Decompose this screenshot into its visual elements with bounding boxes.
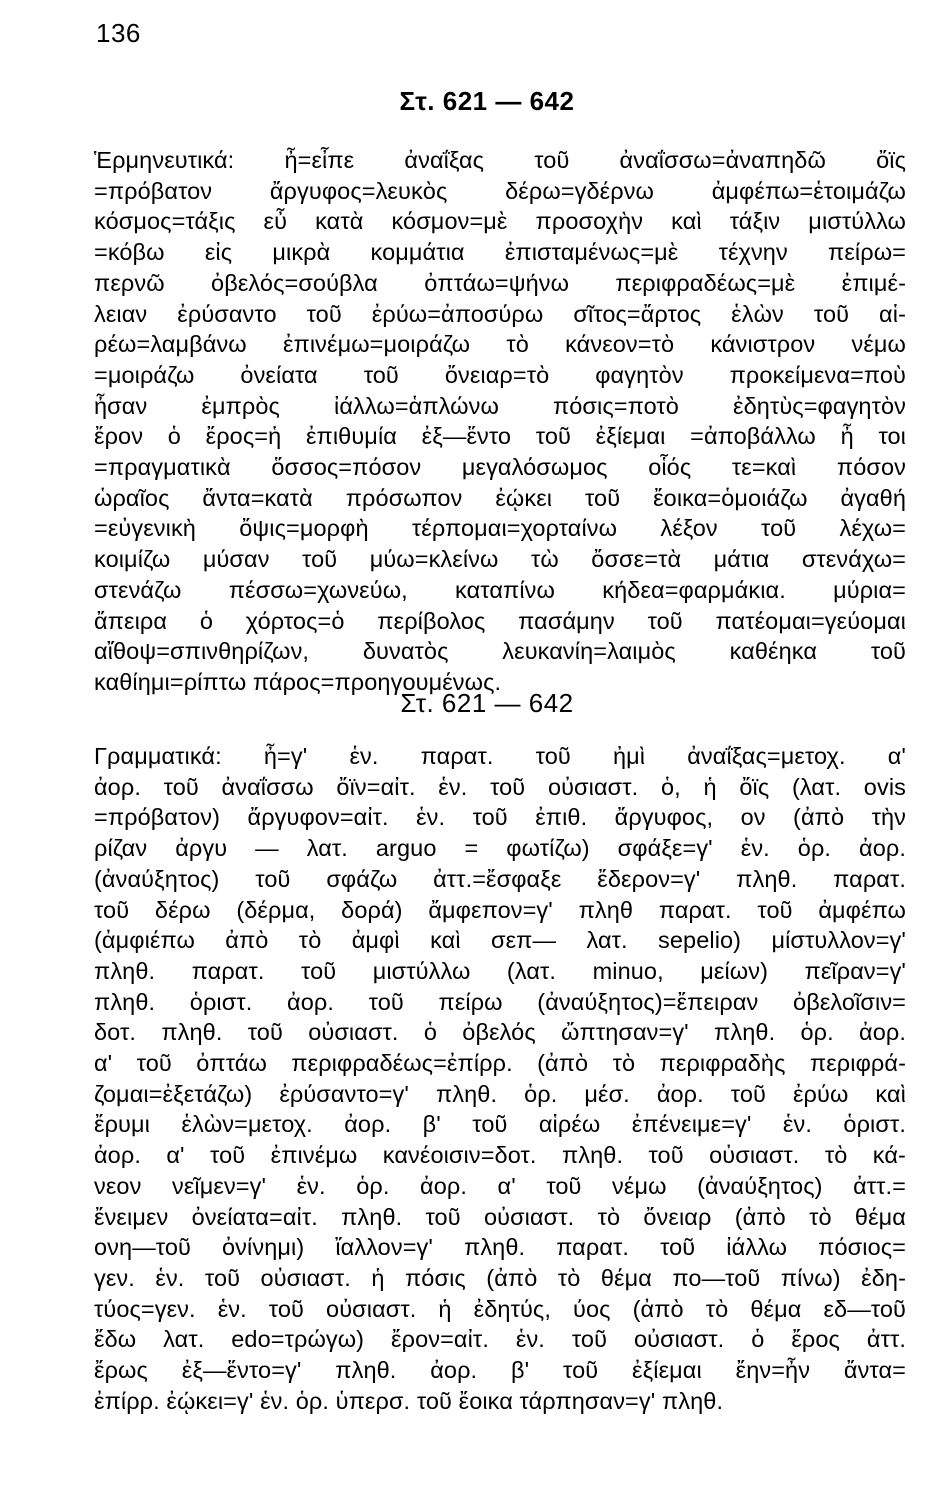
interpretive-notes-line: =πραγματικὰ ὅσσος=πόσον μεγαλόσωμος οἷός τε=καὶ πόσον [94, 454, 906, 481]
interpretive-notes-line: αἴθοψ=σπινθηρίζων, δυνατὸς λευκανίη=λαιμὸς καθέηκα τοῦ [94, 638, 906, 665]
grammatical-notes-line: ἀορ. α' τοῦ ἐπινέμω κανέοισιν=δοτ. πληθ. τοῦ οὐσιαστ. τὸ κά- [94, 1142, 906, 1169]
section-heading-grammatical: Στ. 621 — 642 [400, 688, 574, 718]
interpretive-notes-line: ἄπειρα ὁ χόρτος=ὁ περίβολος πασάμην τοῦ πατέομαι=γεύομαι [94, 607, 906, 634]
grammatical-notes-line: πληθ. παρατ. τοῦ μιστύλλω (λατ. minuo, μείων) πεῖραν=γ' [94, 957, 906, 984]
interpretive-notes-line: ὡραῖος ἄντα=κατὰ πρόσωπον ἐῴκει τοῦ ἔοικα=ὁμοιάζω ἀγαθή [94, 484, 906, 511]
interpretive-notes-line: λειαν ἐρύσαντο τοῦ ἐρύω=ἀποσύρω σῖτος=ἄρτος ἑλὼν τοῦ αἱ- [94, 300, 906, 327]
grammatical-notes-line: δοτ. πληθ. τοῦ οὐσιαστ. ὁ ὀβελός ὤπτησαν=γ' πληθ. ὁρ. ἀορ. [94, 1019, 906, 1046]
interpretive-notes-line: =εὐγενικὴ ὄψις=μορφὴ τέρπομαι=χορταίνω λέξον τοῦ λέχω= [94, 515, 906, 542]
grammatical-notes-line: ἔρυμι ἑλὼν=μετοχ. ἀορ. β' τοῦ αἱρέω ἐπένειμε=γ' ἑν. ὁριστ. [94, 1111, 906, 1138]
grammatical-notes-line: ρίζαν ἀργυ — λατ. arguo = φωτίζω) σφάξε=γ' ἑν. ὁρ. ἀορ. [94, 835, 906, 862]
interpretive-notes-line: =πρόβατον ἄργυφος=λευκὸς δέρω=γδέρνω ἀμφέπω=ἑτοιμάζω [94, 177, 906, 204]
interpretive-notes-line: στενάζω πέσσω=χωνεύω, καταπίνω κήδεα=φαρμάκια. μύρια= [94, 576, 906, 603]
grammatical-notes-line: τύος=γεν. ἑν. τοῦ οὐσιαστ. ἡ ἐδητύς, ύος (ἀπὸ τὸ θέμα εδ—τοῦ [94, 1295, 906, 1322]
grammatical-notes-line: Γραμματικά: ἦ=γ' ἑν. παρατ. τοῦ ἠμὶ ἀναΐξας=μετοχ. α' [94, 743, 906, 769]
interpretive-notes-paragraph [94, 145, 906, 698]
grammatical-notes-line: ἔρως ἐξ—ἕντο=γ' πληθ. ἀορ. β' τοῦ ἐξίεμαι ἔην=ἦν ἄντα= [94, 1357, 906, 1384]
grammatical-notes-line: ἀορ. τοῦ ἀναΐσσω ὄϊν=αἰτ. ἑν. τοῦ οὐσιαστ. ὁ, ἡ ὄϊς (λατ. ovis [94, 773, 906, 800]
interpretive-notes-line: καθίημι=ρίπτω πάρος=προηγουμένως. [94, 668, 502, 695]
interpretive-notes-line: =κόβω εἰς μικρὰ κομμάτια ἐπισταμένως=μὲ τέχνην πείρω= [94, 239, 906, 266]
grammatical-notes-paragraph [94, 741, 906, 1416]
grammatical-notes-line: πληθ. ὁριστ. ἀορ. τοῦ πείρω (ἀναύξητος)=ἔπειραν ὀβελοῖσιν= [94, 988, 906, 1015]
grammatical-notes-line: νεον νεῖμεν=γ' ἑν. ὁρ. ἀορ. α' τοῦ νέμω (ἀναύξητος) ἀττ.= [94, 1172, 906, 1199]
grammatical-notes-line: =πρόβατον) ἄργυφον=αἰτ. ἑν. τοῦ ἐπιθ. ἄργυφος, ον (ἀπὸ τὴν [94, 804, 906, 831]
grammatical-notes-line: (ἀμφιέπω ἀπὸ τὸ ἀμφὶ καὶ σεπ— λατ. sepelio) μίστυλλον=γ' [94, 927, 906, 954]
interpretive-notes-line: περνῶ ὀβελός=σούβλα ὀπτάω=ψήνω περιφραδέως=μὲ ἐπιμέ- [94, 269, 906, 296]
interpretive-notes-line: ἔρον ὁ ἔρος=ἡ ἐπιθυμία ἐξ—ἕντο τοῦ ἐξίεμαι =ἀποβάλλω ἦ τοι [94, 423, 906, 450]
interpretive-notes-line: κόσμος=τάξις εὖ κατὰ κόσμον=μὲ προσοχὴν καὶ τάξιν μιστύλλω [94, 208, 906, 235]
page-number: 136 [96, 18, 141, 48]
interpretive-notes-line: ἦσαν ἐμπρὸς ἰάλλω=ἁπλώνω πόσις=ποτὸ ἐδητὺς=φαγητὸν [94, 392, 906, 419]
grammatical-notes-line: γεν. ἑν. τοῦ οὐσιαστ. ἡ πόσις (ἀπὸ τὸ θέμα πο—τοῦ πίνω) ἐδη- [94, 1264, 906, 1291]
grammatical-notes-line: (ἀναύξητος) τοῦ σφάζω ἀττ.=ἔσφαξε ἔδερον=γ' πληθ. παρατ. [94, 865, 906, 892]
interpretive-notes-line: Ἑρμηνευτικά: ἦ=εἶπε ἀναΐξας τοῦ ἀναΐσσω=ἀναπηδῶ ὄϊς [94, 147, 906, 173]
grammatical-notes-line: τοῦ δέρω (δέρμα, δορά) ἄμφεπον=γ' πληθ παρατ. τοῦ ἀμφέπω [94, 896, 906, 923]
grammatical-notes-line: ονη—τοῦ ὀνίνημι) ἴαλλον=γ' πληθ. παρατ. τοῦ ἰάλλω πόσιος= [94, 1234, 906, 1261]
grammatical-notes-line: α' τοῦ ὀπτάω περιφραδέως=ἐπίρρ. (ἀπὸ τὸ περιφραδὴς περιφρά- [94, 1050, 906, 1077]
grammatical-notes-line: ἔνειμεν ὀνείατα=αἰτ. πληθ. τοῦ οὐσιαστ. τὸ ὄνειαρ (ἀπὸ τὸ θέμα [94, 1203, 906, 1230]
section-heading-interpretive: Στ. 621 — 642 [399, 86, 575, 116]
interpretive-notes-line: =μοιράζω ὀνείατα τοῦ ὄνειαρ=τὸ φαγητὸν προκείμενα=ποὺ [94, 361, 906, 388]
grammatical-notes-line: ἐπίρρ. ἐῴκει=γ' ἑν. ὁρ. ὑπερσ. τοῦ ἔοικα τάρπησαν=γ' πληθ. [94, 1387, 724, 1414]
interpretive-notes-line: κοιμίζω μύσαν τοῦ μύω=κλείνω τὼ ὄσσε=τὰ μάτια στενάχω= [94, 546, 906, 573]
grammatical-notes-line: ἔδω λατ. edo=τρώγω) ἔρον=αἰτ. ἑν. τοῦ οὐσιαστ. ὁ ἔρος ἀττ. [94, 1326, 906, 1353]
interpretive-notes-line: ρέω=λαμβάνω ἐπινέμω=μοιράζω τὸ κάνεον=τὸ κάνιστρον νέμω [94, 331, 906, 358]
grammatical-notes-line: ζομαι=ἐξετάζω) ἐρύσαντο=γ' πληθ. ὁρ. μέσ. ἀορ. τοῦ ἐρύω καὶ [94, 1080, 906, 1107]
